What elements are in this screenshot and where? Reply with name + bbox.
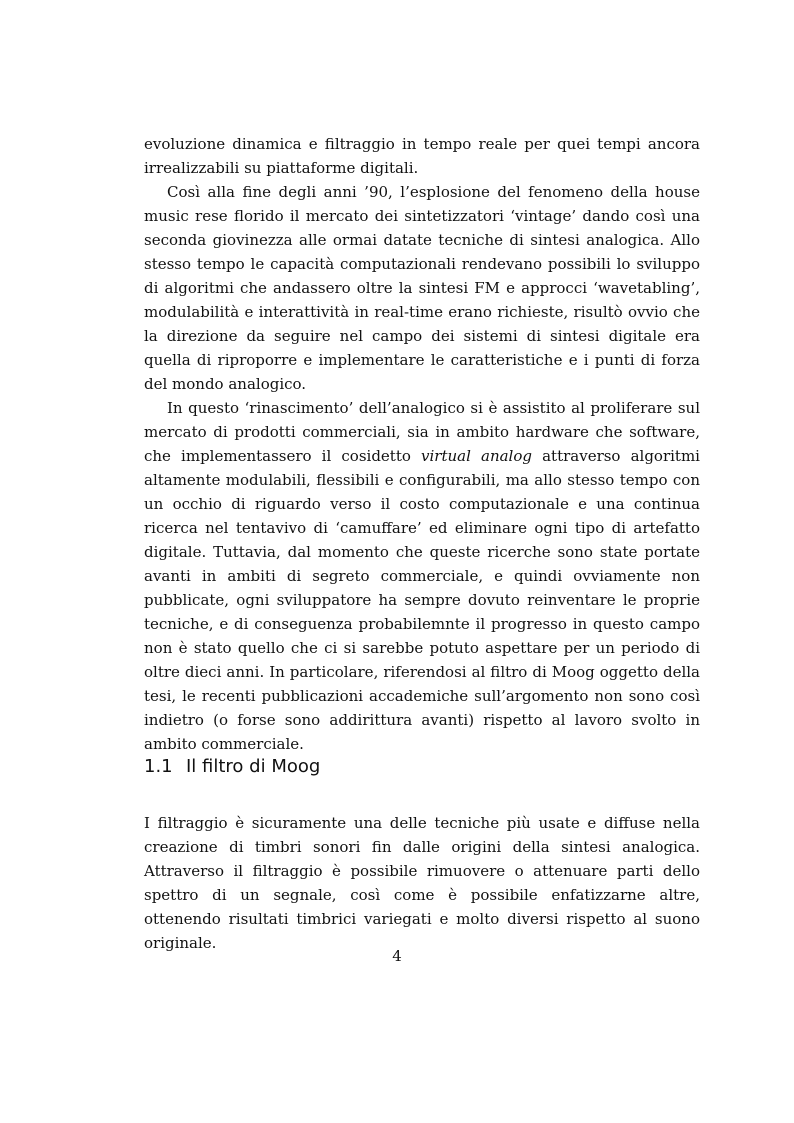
section-title: Il filtro di Moog <box>186 756 321 777</box>
section-number: 1.1 <box>144 756 173 777</box>
paragraph <box>144 396 700 756</box>
section-heading <box>144 754 700 780</box>
page-number: 4 <box>392 947 402 965</box>
paragraph: Così alla fine degli anni ’90, l’esplosione del fenomeno della house music rese florido il mercato dei sintetizzatori ‘vintage’ dando così una seconda giovinezza alle ormai datate tecniche di sintesi analogica. Allo stesso tempo le capacità computazionali rendevano possibili lo sviluppo di algoritmi che andassero oltre la sintesi FM e approcci ‘wavetabling’, modulabilità e interattività in real-time erano richieste, risultò ovvio che la direzione da seguire nel campo dei sistemi di sintesi digitale era quella di riproporre e implementare le caratteristiche e i punti di forza del mondo analogico. <box>144 183 700 393</box>
body-text-bottom <box>144 811 700 955</box>
body-text-top <box>144 132 700 756</box>
paragraph-text: In questo ‘rinascimento’ dell’analogico si è assistito al proliferare sul mercato di prodotti commerciali, sia in ambito hardware che software, che implementassero il cosidetto <box>144 399 700 465</box>
paragraph-text: attraverso algoritmi altamente modulabili, flessibili e configurabili, ma allo stesso tempo con un occhio di riguardo verso il costo computazionale e una continua ricerca nel tentavivo di ‘camuffare’ ed eliminare ogni tipo di artefatto digitale. Tuttavia, dal momento che queste ricerche sono state portate avanti in ambiti di segreto commerciale, e quindi ovviamente non pubblicate, ogni sviluppatore ha sempre dovuto reinventare le proprie tecniche, e di conseguenza probabilemnte il progresso in questo campo non è stato quello che ci si sarebbe potuto aspettare per un periodo di oltre dieci anni. In particolare, riferendosi al filtro di Moog oggetto della tesi, le recenti pubblicazioni accademiche sull’argomento non sono così indietro (o forse sono addirittura avanti) rispetto al lavoro svolto in ambito commerciale. <box>144 447 700 753</box>
paragraph: evoluzione dinamica e filtraggio in tempo reale per quei tempi ancora irrealizzabili su piattaforme digitali. <box>144 135 700 177</box>
emphasized-term: virtual analog <box>421 447 532 465</box>
paragraph: I filtraggio è sicuramente una delle tecniche più usate e diffuse nella creazione di timbri sonori fin dalle origini della sintesi analogica. Attraverso il filtraggio è possibile rimuovere o attenuare parti dello spettro di un segnale, così come è possibile enfatizzarne altre, ottenendo risultati timbrici variegati e molto diversi rispetto al suono originale. <box>144 814 700 952</box>
